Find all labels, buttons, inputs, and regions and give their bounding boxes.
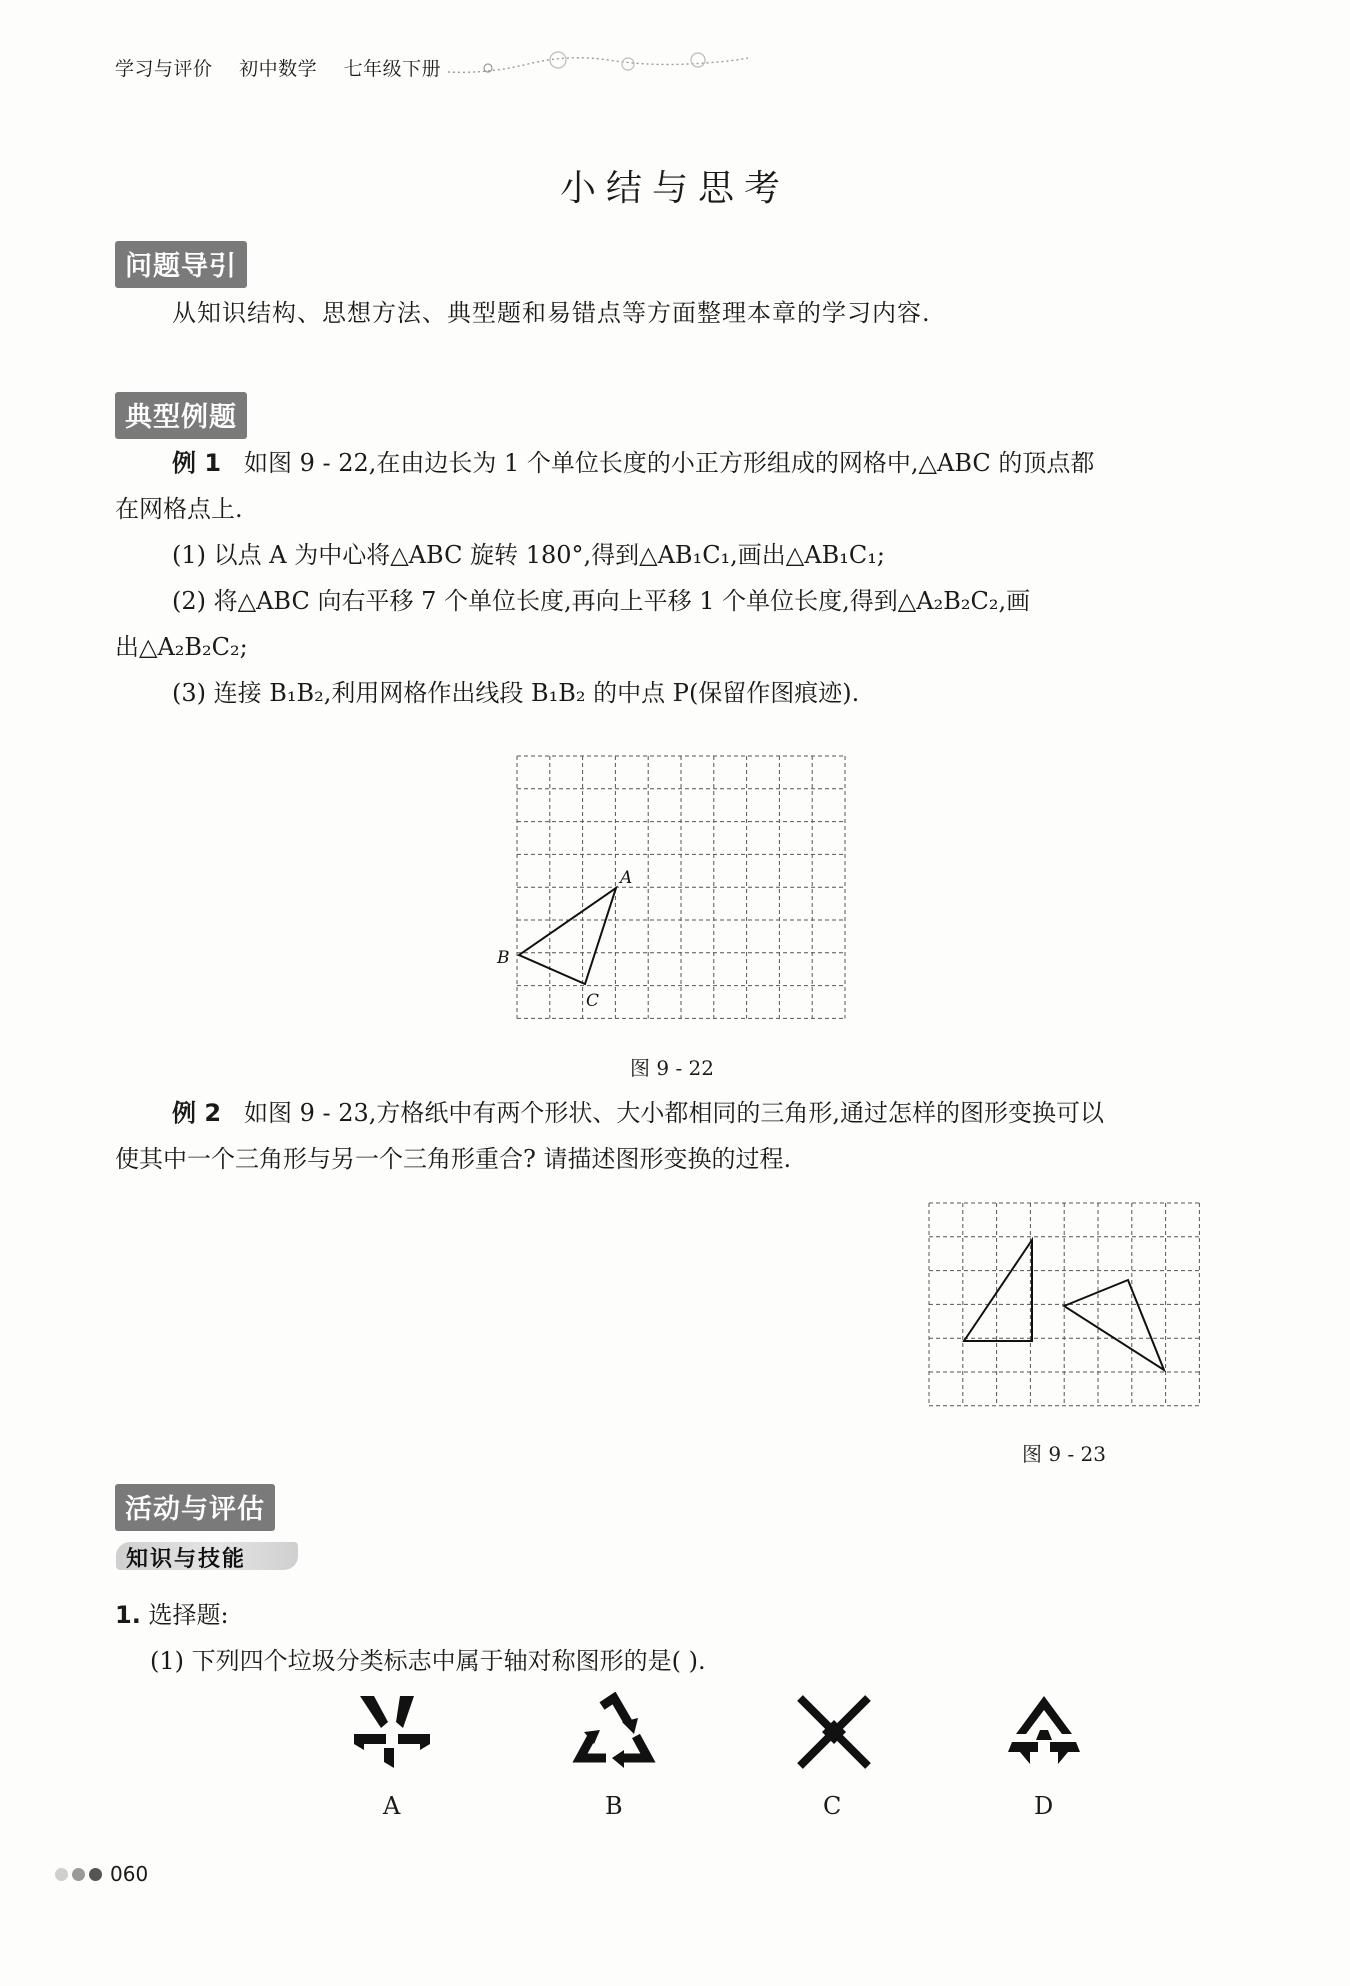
header-grade: 七年级下册 — [343, 58, 442, 80]
example2-tag: 例 2 — [172, 1099, 222, 1127]
recycle-symbol-b-icon — [572, 1692, 656, 1772]
header-decoration — [448, 50, 748, 80]
section-label-guide: 问题导引 — [115, 241, 247, 288]
example1-question3: (3) 连接 B₁B₂,利用网格作出线段 B₁B₂ 的中点 P(保留作图痕迹). — [172, 679, 860, 707]
question1-number: 1. — [115, 1601, 141, 1629]
footer-dot-3 — [89, 1868, 102, 1881]
section-label-examples: 典型例题 — [115, 392, 247, 439]
triangle-left — [964, 1240, 1032, 1341]
header-subject: 初中数学 — [239, 58, 318, 80]
page-number: 060 — [110, 1862, 149, 1886]
header-book: 学习与评价 — [115, 58, 213, 80]
sublabel-text: 知识与技能 — [126, 1547, 247, 1572]
example1-tag: 例 1 — [172, 449, 222, 477]
question1-line — [115, 1592, 229, 1638]
recycle-symbol-a-icon — [350, 1692, 434, 1772]
recycle-symbol-c-icon — [792, 1692, 876, 1772]
example1-line2: 在网格点上. — [115, 495, 243, 523]
option-d-label: D — [1034, 1792, 1054, 1820]
guide-text: 从知识结构、思想方法、典型题和易错点等方面整理本章的学习内容. — [172, 299, 931, 327]
running-header — [115, 54, 461, 81]
triangle-abc — [519, 888, 616, 984]
figure-9-23-grid — [920, 1198, 1210, 1418]
example1-question2a: (2) 将△ABC 向右平移 7 个单位长度,再向上平移 1 个单位长度,得到△A₂B₂C₂,画 — [172, 587, 1031, 615]
example1-question2b: 出△A₂B₂C₂; — [115, 633, 248, 661]
example1-question1: (1) 以点 A 为中心将△ABC 旋转 180°,得到△AB₁C₁,画出△AB₁C₁; — [172, 541, 885, 569]
question1-sub1: (1) 下列四个垃圾分类标志中属于轴对称图形的是( ). — [150, 1647, 706, 1675]
label-b: B — [497, 948, 510, 968]
page-title: 小结与思考 — [559, 168, 790, 209]
option-c-label: C — [823, 1792, 842, 1820]
footer-dot-2 — [72, 1868, 85, 1881]
figure-9-22-caption: 图 9 - 22 — [630, 1056, 715, 1080]
option-a-label: A — [383, 1792, 401, 1820]
example2-line2: 使其中一个三角形与另一个三角形重合? 请描述图形变换的过程. — [115, 1145, 792, 1173]
option-b-label: B — [605, 1792, 623, 1820]
triangle-right — [1064, 1280, 1164, 1370]
section-sublabel-skills — [116, 1538, 298, 1572]
label-a: A — [620, 868, 633, 888]
question1-title: 选择题: — [148, 1601, 229, 1629]
label-c: C — [586, 991, 600, 1011]
page-footer — [55, 1862, 148, 1886]
section-label-activity: 活动与评估 — [115, 1484, 275, 1531]
example1-line1 — [172, 440, 1094, 486]
example2-line1 — [172, 1090, 1104, 1136]
recycle-symbol-d-icon — [1002, 1692, 1086, 1772]
figure-9-22-grid — [490, 750, 850, 1030]
footer-dot-1 — [55, 1868, 68, 1881]
example2-text1: 如图 9 - 23,方格纸中有两个形状、大小都相同的三角形,通过怎样的图形变换可以 — [243, 1099, 1105, 1127]
figure-9-23-caption: 图 9 - 23 — [1022, 1442, 1107, 1466]
example1-text1: 如图 9 - 22,在由边长为 1 个单位长度的小正方形组成的网格中,△ABC 的顶点都 — [243, 449, 1095, 477]
